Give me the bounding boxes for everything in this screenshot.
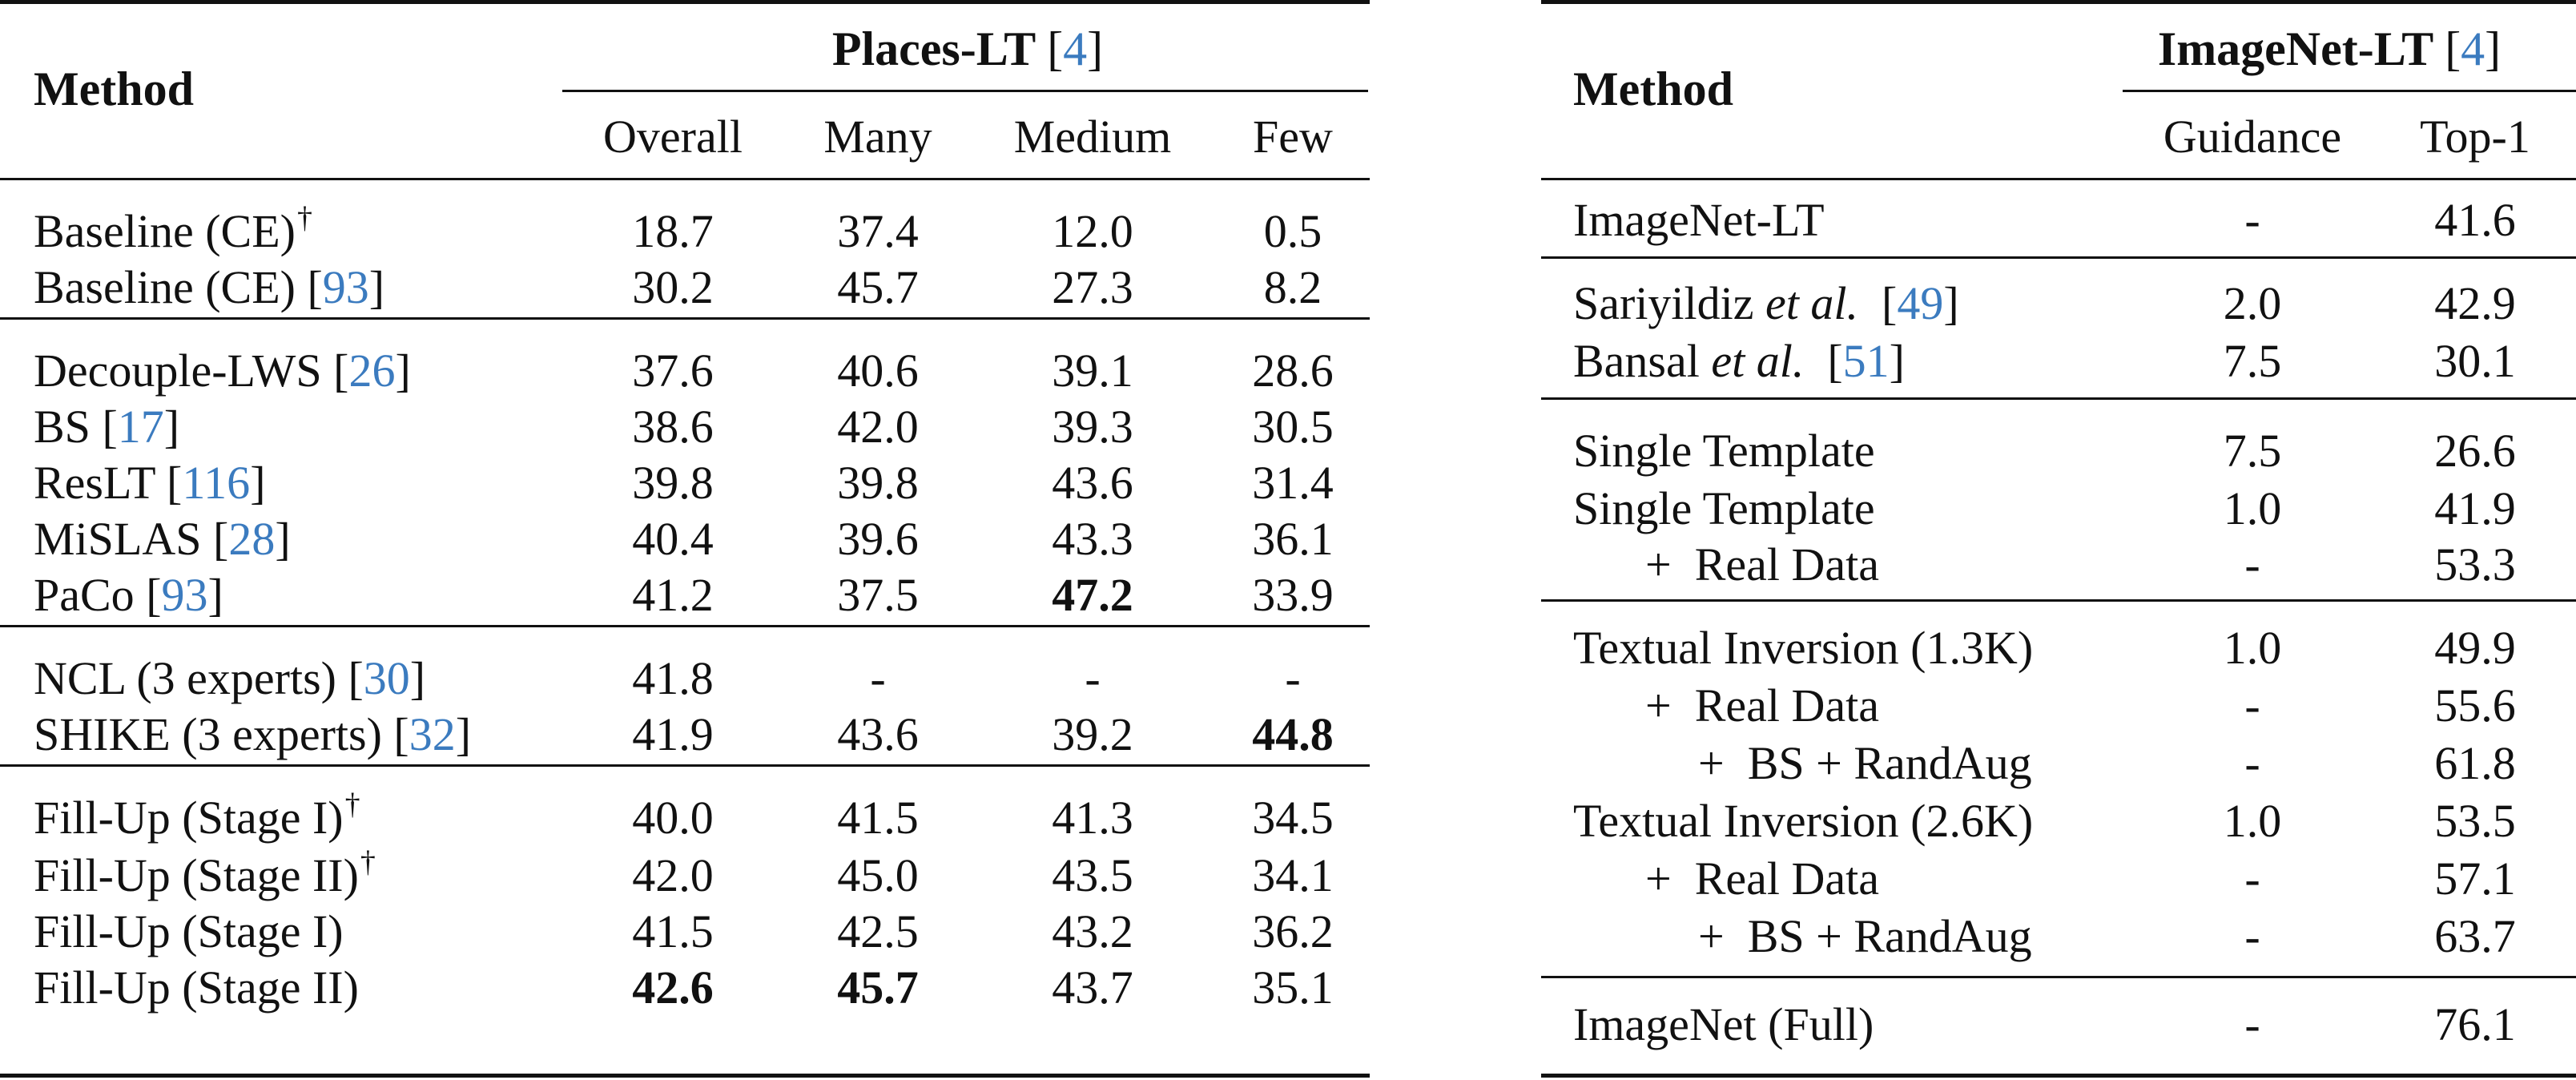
cell-medium: 43.5 <box>1052 849 1133 901</box>
group-divider <box>0 317 1370 320</box>
cell-guidance: - <box>2244 737 2260 789</box>
citation-link: 17 <box>117 401 164 453</box>
cell-medium: 39.1 <box>1052 345 1133 397</box>
cell-few: 33.9 <box>1252 569 1334 621</box>
method-label: Textual Inversion (1.3K) <box>1573 622 2034 674</box>
col-header-many: Many <box>823 111 932 163</box>
header-cmidrule <box>2123 90 2576 92</box>
cell-many: 42.0 <box>837 401 919 453</box>
group-divider <box>1541 256 2576 259</box>
header-bottom-rule <box>1541 178 2576 180</box>
cell-few: 31.4 <box>1252 457 1334 509</box>
method-label: Fill-Up (Stage I) <box>34 905 344 957</box>
cell-top1: 61.8 <box>2434 737 2516 789</box>
cell-top1: 41.9 <box>2434 482 2516 534</box>
method-name: BS [17] <box>34 401 180 453</box>
citation-link: 116 <box>182 457 251 509</box>
method-name: Sariyildiz et al. [49] <box>1573 277 1959 329</box>
cell-few: 28.6 <box>1252 345 1334 397</box>
cell-guidance: 1.0 <box>2223 622 2282 674</box>
method-label: ImageNet (Full) <box>1573 998 1874 1050</box>
citation-link: 30 <box>363 652 410 704</box>
method-label: Baseline (CE) <box>34 205 296 257</box>
cell-top1: 26.6 <box>2434 425 2516 477</box>
citation-link: 32 <box>409 708 456 760</box>
col-header-overall: Overall <box>603 111 743 163</box>
col-header-few: Few <box>1253 111 1333 163</box>
cell-top1: 55.6 <box>2434 679 2516 731</box>
method-name: ResLT [116] <box>34 457 266 509</box>
dagger-mark: † <box>344 788 360 821</box>
cell-many: 39.6 <box>837 513 919 565</box>
dataset-header: ImageNet-LT [4] <box>2157 22 2502 75</box>
cell-top1: 42.9 <box>2434 277 2516 329</box>
method-label: PaCo <box>34 569 135 621</box>
cell-guidance: 7.5 <box>2223 425 2282 477</box>
method-name <box>1573 482 1875 535</box>
top-rule <box>1541 0 2576 4</box>
cell-medium: 39.2 <box>1052 708 1133 760</box>
bottom-rule <box>1541 1074 2576 1078</box>
cell-overall: 41.2 <box>632 569 714 621</box>
method-label: + BS + RandAug <box>1698 910 2032 962</box>
cell-many: - <box>870 652 886 704</box>
cell-overall: 42.6 <box>632 961 714 1014</box>
header-cmidrule <box>562 90 1368 92</box>
group-divider <box>0 764 1370 767</box>
cell-few: 34.5 <box>1252 792 1334 844</box>
cell-medium: 43.2 <box>1052 905 1133 957</box>
cell-guidance: - <box>2244 910 2260 962</box>
cell-medium: 47.2 <box>1052 569 1133 621</box>
method-label-italic: et al. <box>1765 277 1858 329</box>
method-name <box>1698 737 2032 790</box>
method-name <box>34 788 360 844</box>
cell-overall: 41.5 <box>632 905 714 957</box>
method-name <box>34 905 344 958</box>
method-name <box>34 845 376 902</box>
method-label: ImageNet-LT <box>1573 194 1825 246</box>
citation-link: 26 <box>348 345 396 397</box>
method-name <box>1573 194 1825 247</box>
dataset-header: Places-LT [4] <box>831 22 1104 75</box>
method-label: Fill-Up (Stage I) <box>34 792 344 844</box>
cell-overall: 18.7 <box>632 205 714 257</box>
cell-overall: 42.0 <box>632 849 714 901</box>
cell-guidance: 1.0 <box>2223 482 2282 534</box>
citation-link: 93 <box>161 569 208 621</box>
method-header: Method <box>34 62 194 115</box>
method-name: Baseline (CE) [93] <box>34 261 385 313</box>
cell-top1: 63.7 <box>2434 910 2516 962</box>
method-name: SHIKE (3 experts) [32] <box>34 708 472 760</box>
method-name <box>34 201 312 258</box>
cell-top1: 49.9 <box>2434 622 2516 674</box>
citation-link: 28 <box>228 513 276 565</box>
method-name <box>1573 425 1875 478</box>
method-label: NCL (3 experts) <box>34 652 336 704</box>
method-name: Bansal et al. [51] <box>1573 335 1905 387</box>
cell-top1: 76.1 <box>2434 998 2516 1050</box>
dagger-mark: † <box>296 201 312 235</box>
col-header-medium: Medium <box>1013 111 1172 163</box>
cell-overall: 38.6 <box>632 401 714 453</box>
cell-top1: 30.1 <box>2434 335 2516 387</box>
cell-medium: 39.3 <box>1052 401 1133 453</box>
method-name: PaCo [93] <box>34 569 223 621</box>
cell-few: 36.1 <box>1252 513 1334 565</box>
group-divider <box>1541 397 2576 400</box>
method-label: Sariyildiz <box>1573 277 1766 329</box>
cell-guidance: 2.0 <box>2223 277 2282 329</box>
method-label: ResLT <box>34 457 155 509</box>
cell-many: 39.8 <box>837 457 919 509</box>
cell-many: 45.7 <box>837 961 919 1014</box>
cell-medium: 43.3 <box>1052 513 1133 565</box>
cell-overall: 37.6 <box>632 345 714 397</box>
method-label: + Real Data <box>1645 538 1879 590</box>
cell-medium: 43.7 <box>1052 961 1133 1014</box>
method-label: Decouple-LWS <box>34 345 322 397</box>
cell-overall: 39.8 <box>632 457 714 509</box>
method-name <box>1573 795 2033 848</box>
cell-guidance: - <box>2244 998 2260 1050</box>
cell-medium: 41.3 <box>1052 792 1133 844</box>
method-label: Fill-Up (Stage II) <box>34 961 359 1014</box>
method-label: + Real Data <box>1645 852 1879 905</box>
method-name <box>34 961 359 1014</box>
cell-many: 42.5 <box>837 905 919 957</box>
method-name: Decouple-LWS [26] <box>34 345 411 397</box>
top-rule <box>0 0 1370 4</box>
method-name: MiSLAS [28] <box>34 513 291 565</box>
cell-many: 37.4 <box>837 205 919 257</box>
method-name <box>1573 622 2033 675</box>
cell-guidance: - <box>2244 852 2260 905</box>
method-name <box>1645 538 1879 591</box>
method-label: BS <box>34 401 91 453</box>
method-label: Baseline (CE) <box>34 261 296 313</box>
citation-link: 51 <box>1842 335 1890 387</box>
cell-overall: 40.4 <box>632 513 714 565</box>
cell-overall: 41.8 <box>632 652 714 704</box>
cell-many: 37.5 <box>837 569 919 621</box>
method-label: Bansal <box>1573 335 1712 387</box>
method-name: NCL (3 experts) [30] <box>34 652 426 704</box>
group-divider <box>1541 976 2576 978</box>
cell-medium: 12.0 <box>1052 205 1133 257</box>
cell-guidance: - <box>2244 538 2260 590</box>
bottom-rule <box>0 1074 1370 1078</box>
col-header-guidance: Guidance <box>2163 111 2342 163</box>
method-label: Single Template <box>1573 425 1875 477</box>
cell-overall: 41.9 <box>632 708 714 760</box>
group-divider <box>0 625 1370 627</box>
method-label: Textual Inversion (2.6K) <box>1573 795 2034 847</box>
cell-few: 0.5 <box>1263 205 1322 257</box>
method-name <box>1645 679 1879 732</box>
dagger-mark: † <box>360 845 376 879</box>
cell-many: 45.0 <box>837 849 919 901</box>
cell-medium: 27.3 <box>1052 261 1133 313</box>
method-label: + BS + RandAug <box>1698 737 2032 789</box>
col-header-top1: Top-1 <box>2420 111 2530 163</box>
cell-many: 45.7 <box>837 261 919 313</box>
cell-few: - <box>1285 652 1301 704</box>
cell-guidance: 1.0 <box>2223 795 2282 847</box>
cell-overall: 40.0 <box>632 792 714 844</box>
method-name <box>1645 852 1879 905</box>
cell-few: 35.1 <box>1252 961 1334 1014</box>
cell-guidance: 7.5 <box>2223 335 2282 387</box>
cell-few: 8.2 <box>1263 261 1322 313</box>
cell-overall: 30.2 <box>632 261 714 313</box>
cell-guidance: - <box>2244 194 2260 246</box>
cell-top1: 53.3 <box>2434 538 2516 590</box>
citation-link: 93 <box>322 261 369 313</box>
method-name <box>1698 910 2032 963</box>
cell-top1: 53.5 <box>2434 795 2516 847</box>
header-bottom-rule <box>0 178 1370 180</box>
group-divider <box>1541 599 2576 602</box>
method-label: Single Template <box>1573 482 1875 534</box>
method-label-italic: et al. <box>1711 335 1805 387</box>
cell-many: 43.6 <box>837 708 919 760</box>
cell-top1: 41.6 <box>2434 194 2516 246</box>
cell-many: 40.6 <box>837 345 919 397</box>
cell-medium: 43.6 <box>1052 457 1133 509</box>
cell-medium: - <box>1085 652 1101 704</box>
method-label: SHIKE (3 experts) <box>34 708 382 760</box>
cell-many: 41.5 <box>837 792 919 844</box>
cell-few: 34.1 <box>1252 849 1334 901</box>
method-label: MiSLAS <box>34 513 202 565</box>
cell-few: 30.5 <box>1252 401 1334 453</box>
cell-guidance: - <box>2244 679 2260 731</box>
method-label: Fill-Up (Stage II) <box>34 849 359 901</box>
cell-few: 36.2 <box>1252 905 1334 957</box>
cell-top1: 57.1 <box>2434 852 2516 905</box>
cell-few: 44.8 <box>1252 708 1334 760</box>
method-name <box>1573 998 1874 1051</box>
method-header: Method <box>1573 62 1733 115</box>
citation-link: 49 <box>1897 277 1944 329</box>
method-label: + Real Data <box>1645 679 1879 731</box>
